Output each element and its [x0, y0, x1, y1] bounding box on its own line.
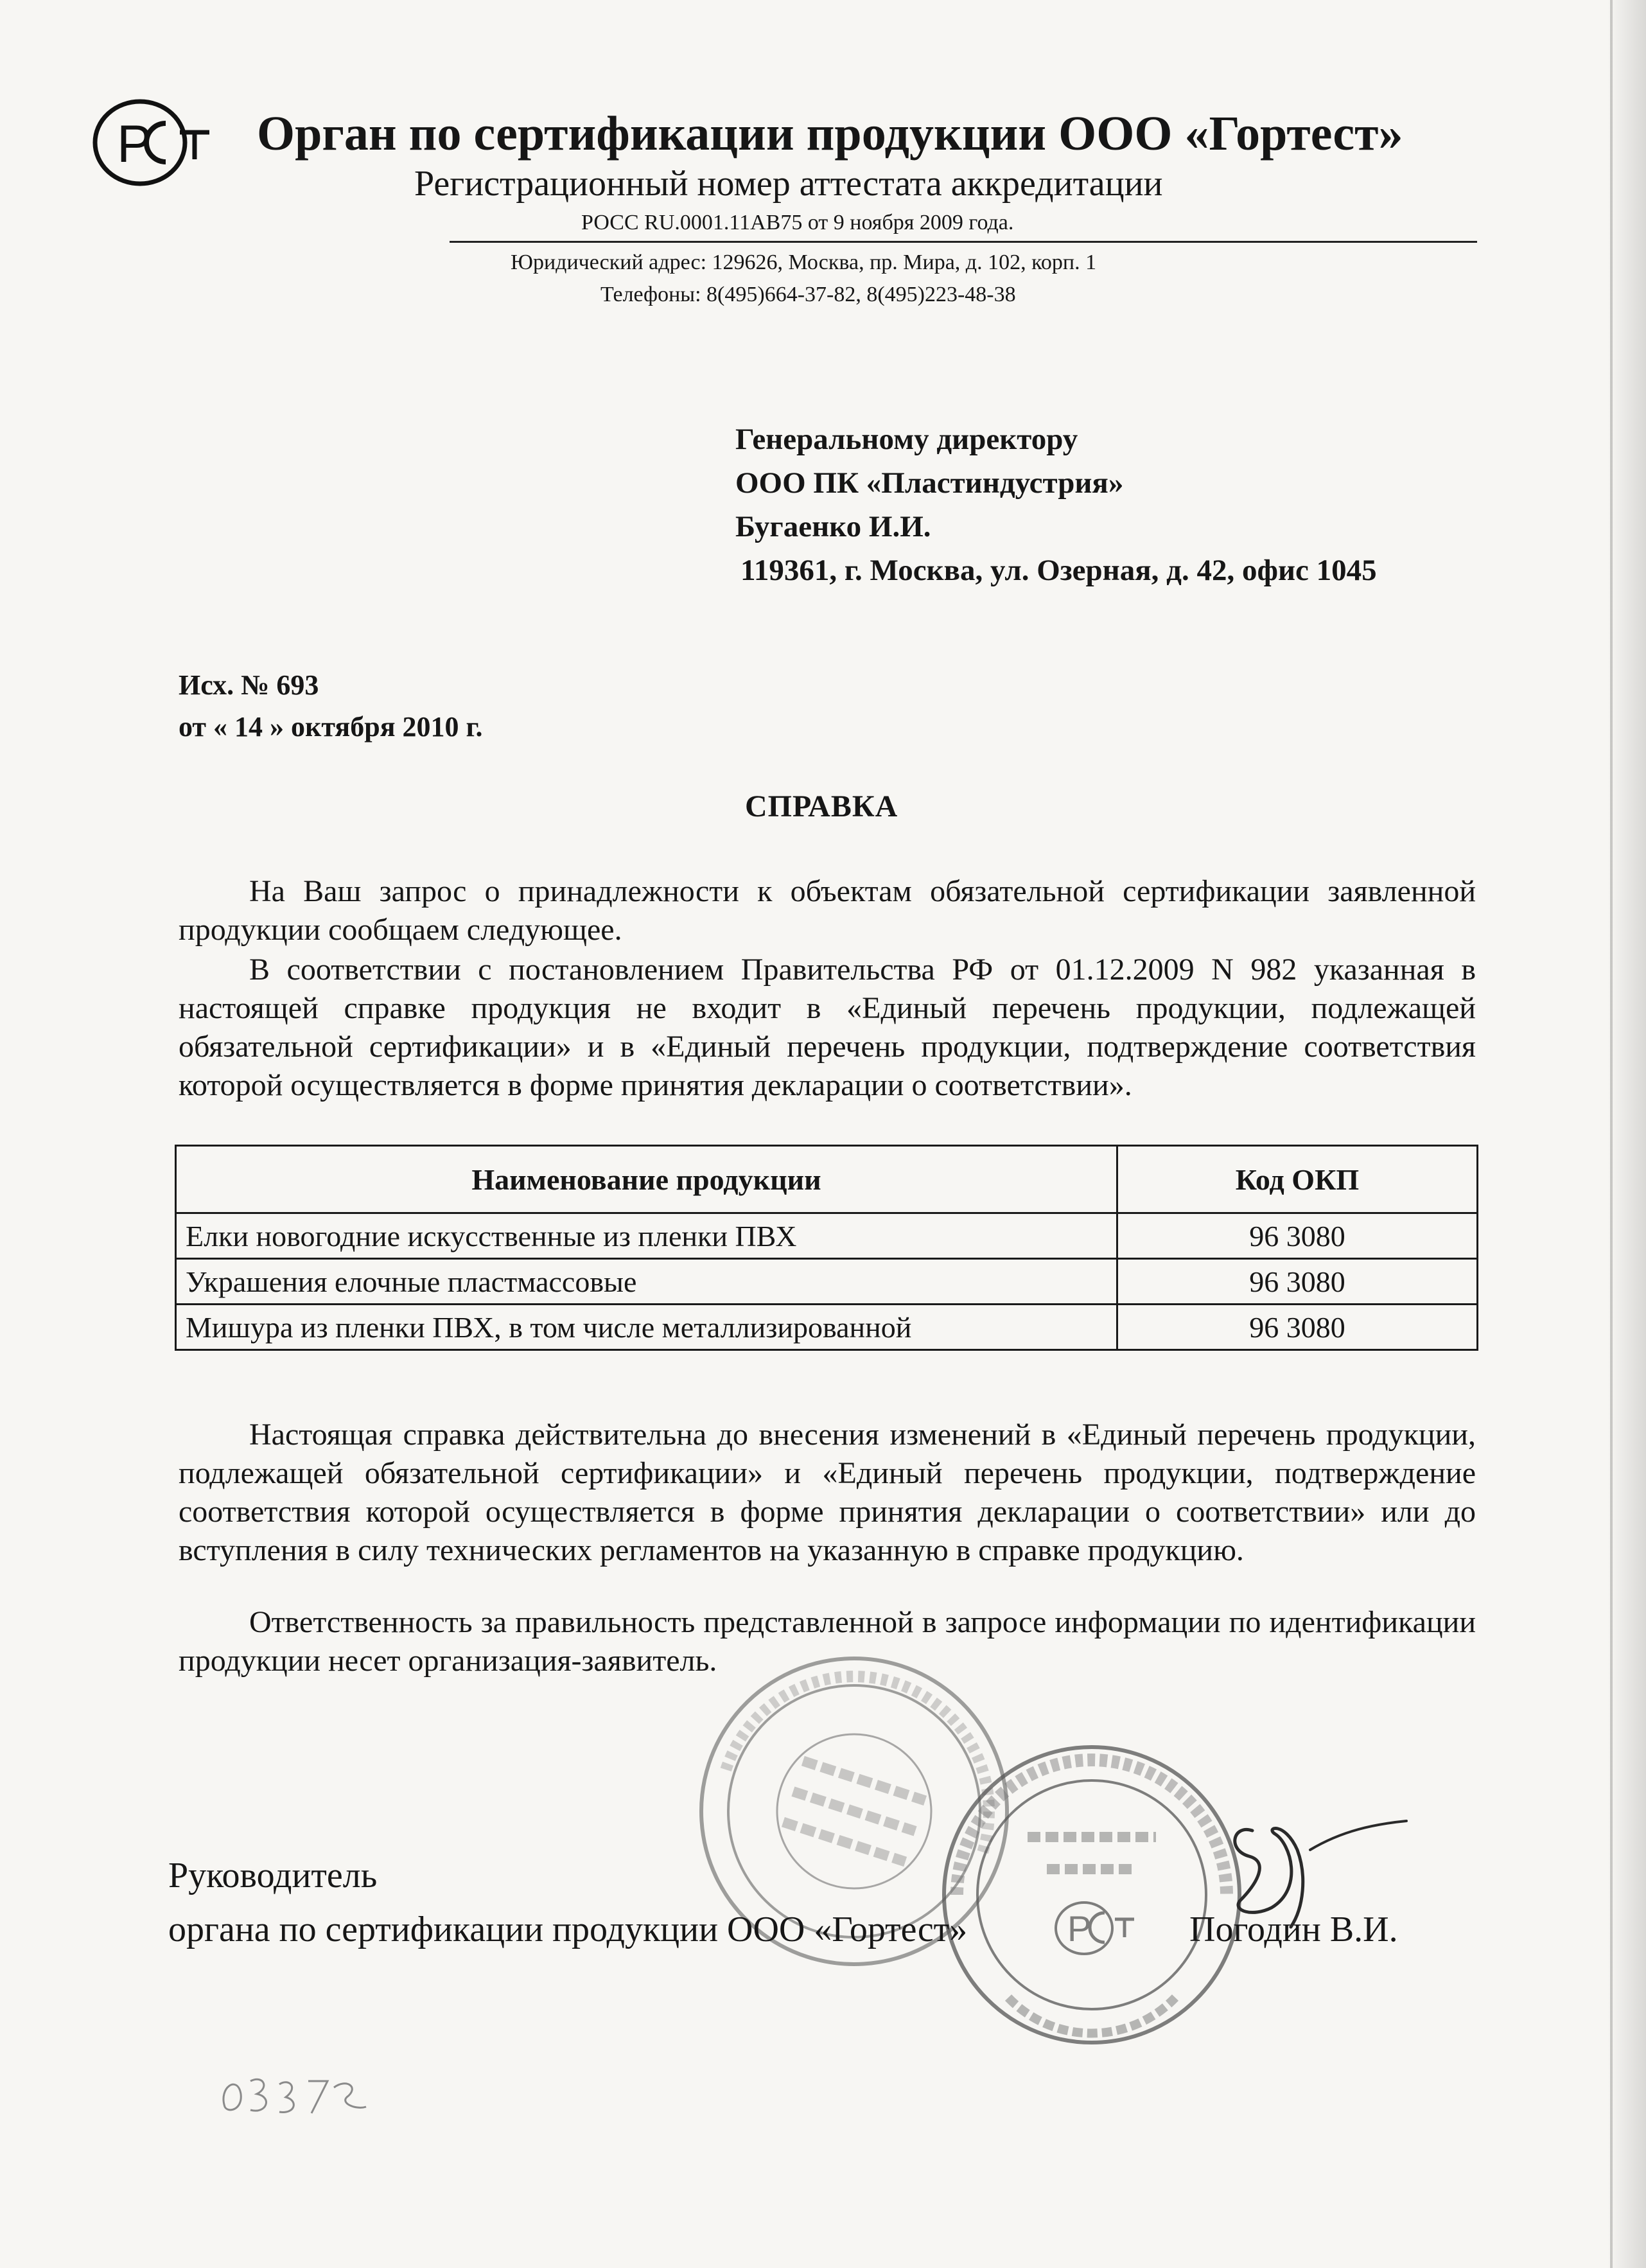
- accreditation-line: Регистрационный номер аттестата аккредитации: [414, 164, 1163, 204]
- rst-certification-logo-icon: [83, 90, 212, 193]
- addressee-name: Бугаенко И.И.: [735, 510, 931, 543]
- paragraph-regulation: [179, 951, 1476, 1105]
- phone-numbers: Телефоны: 8(495)664-37-82, 8(495)223-48-38: [600, 283, 1016, 306]
- outgoing-number: Исх. № 693: [179, 669, 319, 701]
- paragraph-text: В соответствии с постановлением Правительства РФ от 01.12.2009 N 982 указанная в настоящей справке продукция не входит в «Единый перечень продукции, подлежащей обязательной сертификации» и в «Единый перечень продукции, подтверждение соответствия которой осуществляется в форме принятия декларации о соответствии».: [179, 953, 1476, 1102]
- scan-edge-line: [1610, 0, 1613, 2268]
- org-title: Орган по сертификации продукции ООО «Гортест»: [257, 107, 1403, 161]
- column-header-product: Наименование продукции: [176, 1146, 1117, 1213]
- paragraph-text: На Ваш запрос о принадлежности к объектам обязательной сертификации заявленной продукции сообщаем следующее.: [179, 874, 1476, 947]
- signatory-name: Погодин В.И.: [1189, 1910, 1398, 1949]
- header-divider: [450, 241, 1477, 243]
- certification-round-stamp-icon: [938, 1741, 1246, 2049]
- outgoing-reference: [179, 664, 483, 748]
- svg-text:Р: Р: [1067, 1908, 1092, 1949]
- accreditation-number: РОСС RU.0001.11АВ75 от 9 ноября 2009 года.: [581, 211, 1014, 234]
- product-table: [175, 1145, 1478, 1351]
- paragraph-request: [179, 872, 1476, 949]
- signatory-organization: органа по сертификации продукции ООО «Гортест»: [168, 1910, 968, 1949]
- signatory-role: Руководитель: [168, 1856, 378, 1895]
- okp-code-cell: 96 3080: [1117, 1259, 1478, 1305]
- table-row: [176, 1305, 1478, 1350]
- okp-code-cell: 96 3080: [1117, 1305, 1478, 1350]
- addressee-position: Генеральному директору: [735, 423, 1078, 456]
- svg-text:Р: Р: [117, 115, 152, 173]
- addressee-address: 119361, г. Москва, ул. Озерная, д. 42, офис 1045: [740, 554, 1377, 587]
- okp-code-cell: 96 3080: [1117, 1213, 1478, 1259]
- table-row: [176, 1259, 1478, 1305]
- handwritten-signature-icon: [1214, 1805, 1419, 1946]
- document-title: СПРАВКА: [745, 789, 898, 823]
- product-name-cell: Украшения елочные пластмассовые: [176, 1259, 1117, 1305]
- addressee-block: [735, 418, 1377, 592]
- legal-address: Юридический адрес: 129626, Москва, пр. Мира, д. 102, корп. 1: [511, 251, 1097, 274]
- table-row: [176, 1213, 1478, 1259]
- product-name-cell: Елки новогодние искусственные из пленки ПВХ: [176, 1213, 1117, 1259]
- scan-edge-shadow: [1607, 0, 1646, 2268]
- column-header-okp-code: Код ОКП: [1117, 1146, 1478, 1213]
- outgoing-date: от « 14 » октября 2010 г.: [179, 711, 483, 743]
- addressee-company: ООО ПК «Пластиндустрия»: [735, 466, 1124, 500]
- paragraph-text: Настоящая справка действительна до внесения изменений в «Единый перечень продукции, подлежащей обязательной сертификации» и «Единый перечень продукции, подтверждение соответствия которой осуществляется в форме принятия декларации о соответствии» или до вступления в силу технических регламентов на указанную в справке продукцию.: [179, 1418, 1476, 1567]
- paragraph-validity: [179, 1416, 1476, 1570]
- table-header-row: [176, 1146, 1478, 1213]
- handwritten-number-icon: [218, 2068, 372, 2120]
- paragraph-text: Ответственность за правильность представленной в запросе информации по идентификации продукции несет организация-заявитель.: [179, 1605, 1476, 1678]
- product-name-cell: Мишура из пленки ПВХ, в том числе металлизированной: [176, 1305, 1117, 1350]
